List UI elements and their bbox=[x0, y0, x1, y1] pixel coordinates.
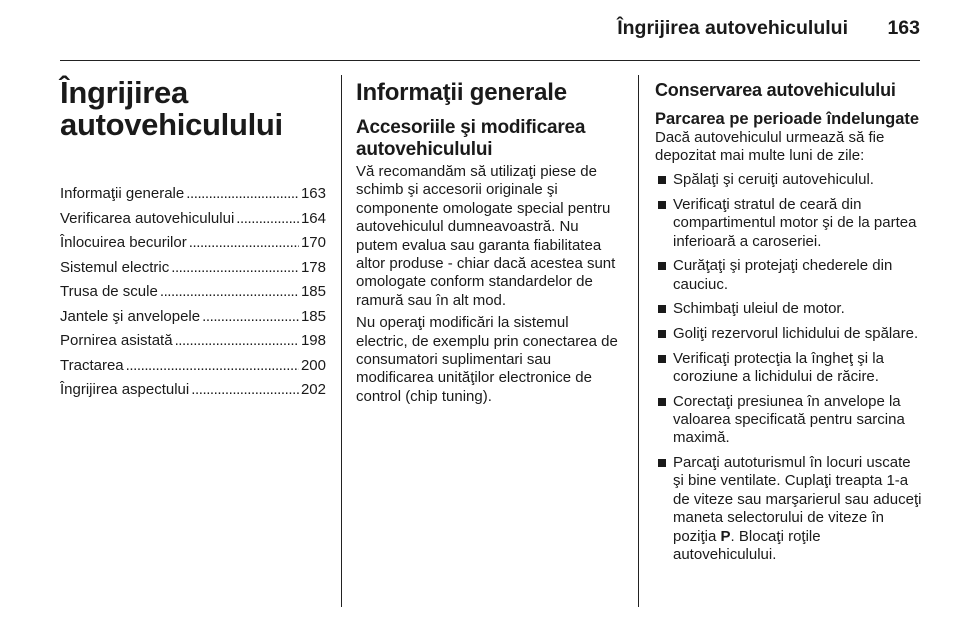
toc-entry[interactable] bbox=[60, 256, 326, 281]
bullet-square-icon bbox=[658, 305, 666, 313]
toc-entry[interactable] bbox=[60, 354, 326, 379]
toc-entry-page: 185 bbox=[300, 307, 326, 325]
chapter-title bbox=[60, 77, 326, 141]
toc-leader-dots bbox=[191, 378, 299, 403]
toc-entry-page: 178 bbox=[300, 258, 326, 276]
chapter-column bbox=[60, 75, 326, 403]
toc-entry-page: 185 bbox=[300, 283, 326, 300]
running-header-title: Îngrijirea autovehiculului bbox=[617, 17, 848, 39]
gear-position-label: P bbox=[720, 527, 731, 545]
list-item bbox=[655, 325, 923, 343]
list-item bbox=[655, 300, 923, 318]
list-item-text-part: Parcaţi autoturismul în locuri uscate şi bine ventilate. Cuplaţi treapta 1-a de viteze sau marşarierul sau aduceţi maneta selectorului de viteze în poziţia bbox=[673, 453, 922, 545]
toc-entry-label: Tractarea bbox=[60, 356, 124, 374]
column-divider-2 bbox=[638, 75, 639, 607]
toc-entry-label: Informaţii generale bbox=[60, 185, 185, 202]
conservation-column bbox=[655, 75, 923, 571]
toc-entry-label: Înlocuirea becurilor bbox=[60, 234, 187, 251]
bullet-square-icon bbox=[658, 459, 666, 467]
bullet-square-icon bbox=[658, 398, 666, 406]
section-heading-conservation: Conservarea autovehiculului bbox=[655, 80, 896, 100]
toc-entry[interactable] bbox=[60, 378, 326, 403]
toc-entry-page: 164 bbox=[300, 209, 326, 227]
list-item-text: Goliţi rezervorul lichidului de spălare. bbox=[673, 324, 919, 342]
chapter-title-line1: Îngrijirea bbox=[60, 75, 188, 110]
toc-entry-page: 202 bbox=[300, 381, 326, 398]
toc-leader-dots bbox=[175, 329, 299, 354]
toc-leader-dots bbox=[171, 256, 299, 281]
list-item bbox=[655, 171, 923, 189]
header-divider bbox=[60, 60, 920, 61]
list-item-text: Verificaţi stratul de ceară din compartimentul motor şi de la partea inferioară a caroseriei. bbox=[673, 195, 917, 250]
list-item bbox=[655, 196, 923, 251]
toc-leader-dots bbox=[236, 207, 299, 232]
paragraph-modifications: Nu operaţi modificări la sistemul electric, de exemplu prin conectarea de consumatori suplimentari sau modificarea unităţilor electronice de control (chip tuning). bbox=[356, 314, 618, 405]
bullet-square-icon bbox=[658, 201, 666, 209]
general-info-column bbox=[356, 75, 618, 406]
toc-leader-dots bbox=[202, 305, 299, 330]
chapter-title-line2: autovehiculului bbox=[60, 107, 283, 142]
bullet-square-icon bbox=[658, 176, 666, 184]
toc-entry[interactable] bbox=[60, 182, 326, 207]
list-item-text: Verificaţi protecţia la îngheţ şi la coroziune a lichidului de răcire. bbox=[673, 349, 884, 385]
page-number: 163 bbox=[887, 17, 920, 39]
toc-entry-label: Verificarea autovehiculului bbox=[60, 209, 235, 227]
column-divider-1 bbox=[341, 75, 342, 607]
toc-entry[interactable] bbox=[60, 305, 326, 330]
toc-entry-page: 198 bbox=[300, 332, 326, 349]
toc-entry[interactable] bbox=[60, 329, 326, 354]
list-item bbox=[655, 350, 923, 387]
list-item bbox=[655, 257, 923, 294]
toc-leader-dots bbox=[189, 231, 299, 256]
toc-entry-label: Jantele şi anvelopele bbox=[60, 307, 201, 325]
toc-entry-label: Trusa de scule bbox=[60, 283, 158, 300]
toc-entry[interactable] bbox=[60, 280, 326, 305]
bullet-square-icon bbox=[658, 262, 666, 270]
list-item-text: Curăţaţi şi protejaţi chederele din cauciuc. bbox=[673, 257, 893, 293]
list-item-text: Schimbaţi uleiul de motor. bbox=[673, 300, 845, 318]
toc-entry-label: Îngrijirea aspectului bbox=[60, 381, 190, 398]
toc-entry[interactable] bbox=[60, 231, 326, 256]
list-item-text: Corectaţi presiunea în anvelope la valoarea specificată pentru sarcina maximă. bbox=[673, 392, 905, 447]
bullet-square-icon bbox=[658, 330, 666, 338]
toc-entry-label: Pornirea asistată bbox=[60, 332, 173, 349]
page-header bbox=[0, 0, 960, 62]
toc-entry-page: 163 bbox=[300, 185, 326, 202]
list-item bbox=[655, 454, 923, 564]
toc-entry-label: Sistemul electric bbox=[60, 258, 170, 276]
toc-leader-dots bbox=[186, 182, 299, 207]
list-item-text: Spălaţi şi ceruiţi autovehiculul. bbox=[673, 171, 874, 189]
section-heading-general-info: Informaţii generale bbox=[356, 79, 567, 106]
toc-entry[interactable] bbox=[60, 207, 326, 232]
toc-entry-page: 200 bbox=[300, 356, 326, 374]
bullet-square-icon bbox=[658, 355, 666, 363]
subheading-accessories: Accesoriile şi modificarea autovehiculului bbox=[356, 117, 586, 160]
toc-entry-page: 170 bbox=[300, 234, 326, 251]
toc-leader-dots bbox=[160, 280, 299, 305]
toc-leader-dots bbox=[126, 354, 299, 379]
storage-checklist bbox=[655, 171, 923, 564]
chapter-toc bbox=[60, 182, 326, 403]
paragraph-storage-intro: Dacă autovehiculul urmează să fie depozitat mai multe luni de zile: bbox=[655, 128, 885, 164]
list-item-text-part: . Blocaţi roţile autovehiculului. bbox=[673, 527, 821, 563]
paragraph-accessories: Vă recomandăm să utilizaţi piese de schimb şi accesorii originale şi componente omologate special pentru autovehiculul dumneavoastră. Nu putem evalua sau garanta fiabilitatea altor produse - chiar dacă acestea sunt omologate conform standardelor de ramură sau în alt mod. bbox=[356, 163, 616, 309]
subheading-long-parking: Parcarea pe perioade îndelungate bbox=[655, 110, 920, 128]
list-item bbox=[655, 393, 923, 448]
